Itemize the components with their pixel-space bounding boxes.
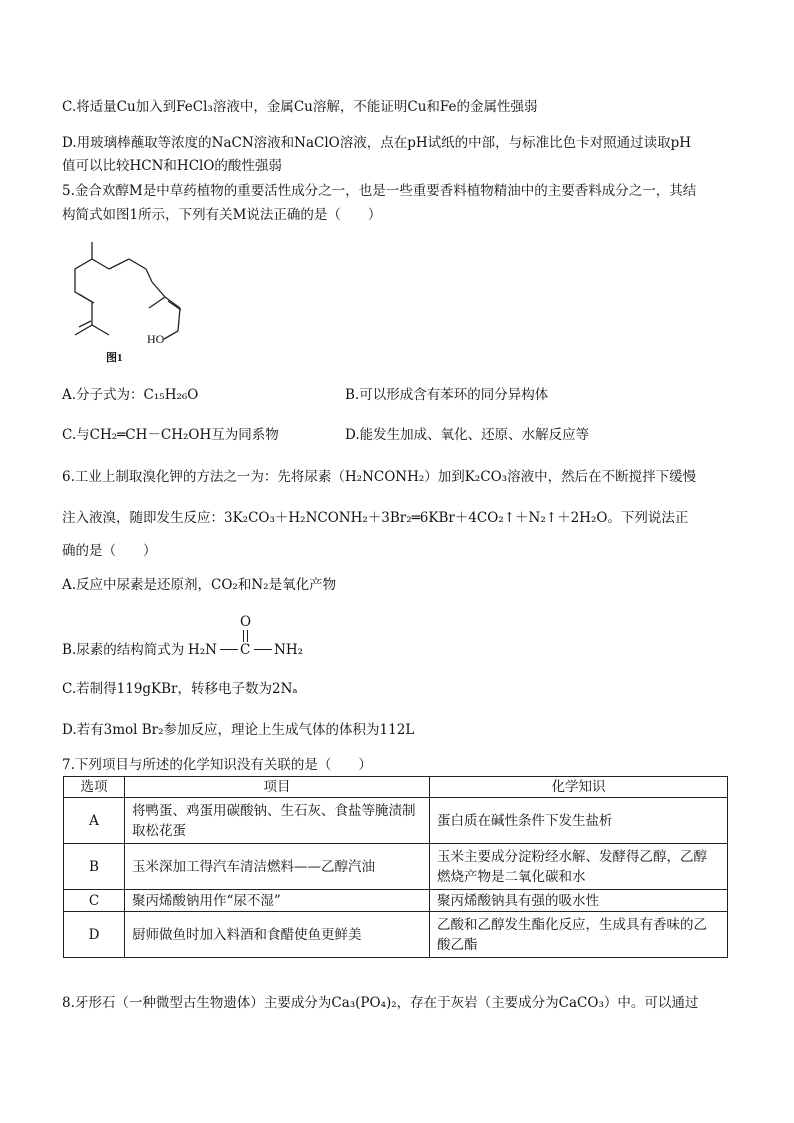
q5-option-d: D.能发生加成、氧化、还原、水解反应等 [345, 427, 590, 443]
q8-stem-line1: 8.牙形石（一种微型古生物遗体）主要成分为Ca₃(PO₄)₂，存在于灰岩（主要成分为CaCO₃）中。可以通过 [62, 995, 699, 1011]
row-knowledge: 玉米主要成分淀粉经水解、发酵得乙醇，乙醇燃烧产物是二氧化碳和水 [430, 844, 728, 890]
figure-caption: 图1 [106, 352, 123, 364]
q6-option-d: D.若有3mol Br₂参加反应，理论上生成气体的体积为112L [62, 722, 415, 738]
row-item: 聚丙烯酸钠用作“尿不湿” [125, 890, 430, 912]
q7-stem: 7.下列项目与所述的化学知识没有关联的是（ ） [62, 757, 372, 773]
oh-label: HO [147, 332, 165, 346]
q6-stem-line2: 注入液溴，随即发生反应：3K₂CO₃＋H₂NCONH₂＋3Br₂═6KBr＋4CO₂↑＋N₂↑＋2H₂O。下列说法正 [62, 510, 689, 526]
table-row [64, 798, 728, 844]
row-knowledge: 聚丙烯酸钠具有强的吸水性 [430, 890, 728, 912]
row-item: 将鸭蛋、鸡蛋用碳酸钠、生石灰、食盐等腌渍制取松花蛋 [125, 798, 430, 844]
urea-carbon: C [240, 642, 251, 658]
q6-option-b-prefix: B.尿素的结构简式为 [62, 642, 185, 658]
q4-option-c: C.将适量Cu加入到FeCl₃溶液中，金属Cu溶解，不能证明Cu和Fe的金属性强弱 [62, 99, 538, 115]
bond-c8 [165, 297, 180, 308]
q7-table [63, 776, 728, 958]
bond-c4 [109, 259, 129, 269]
q6-stem-line3: 确的是（ ） [62, 543, 157, 559]
row-option: C [64, 890, 125, 912]
bond-c6 [146, 269, 152, 282]
q6-stem-line1: 6.工业上制取溴化钾的方法之一为：先将尿素（H₂NCONH₂）加到K₂CO₃溶液中，然后在不断搅拌下缓慢 [62, 469, 697, 485]
row-knowledge: 蛋白质在碱性条件下发生盐析 [430, 798, 728, 844]
table-header-row [64, 777, 728, 798]
bond-methyl [149, 297, 165, 308]
urea-left-group: H₂N [188, 642, 217, 658]
q5-option-b: B.可以形成含有苯环的同分异构体 [345, 387, 549, 403]
q6-option-a: A.反应中尿素是还原剂，CO₂和N₂是氧化产物 [62, 577, 337, 593]
row-option: A [64, 798, 125, 844]
header-option: 选项 [64, 777, 125, 798]
q4-option-d-line1: D.用玻璃棒蘸取等浓度的NaCN溶液和NaClO溶液，点在pH试纸的中部，与标准比色卡对照通过读取pH [62, 135, 692, 151]
urea-right-group: NH₂ [274, 642, 303, 658]
farnesol-structure-figure [62, 237, 212, 367]
table-row [64, 844, 728, 890]
q5-stem-line2: 构简式如图1所示，下列有关M说法正确的是（ ） [62, 207, 382, 223]
q5-option-c: C.与CH₂═CH－CH₂OH互为同系物 [62, 427, 279, 443]
double-bond-c [168, 301, 181, 310]
row-option: D [64, 912, 125, 958]
urea-bond-right [254, 649, 272, 650]
urea-oxygen: O [240, 614, 252, 630]
q4-option-d-line2: 值可以比较HCN和HClO的酸性强弱 [62, 158, 282, 174]
bond-terminal-methyl [92, 325, 109, 335]
row-item: 玉米深加工得汽车清洁燃料——乙醇汽油 [125, 844, 430, 890]
bond-c5 [129, 259, 146, 269]
header-knowledge: 化学知识 [430, 777, 728, 798]
header-item: 项目 [125, 777, 430, 798]
q6-option-c: C.若制得119gKBr，转移电子数为2Nₐ [62, 681, 298, 697]
urea-double-bond-1 [243, 630, 244, 642]
q5-option-a: A.分子式为：C₁₅H₂₆O [62, 387, 199, 403]
bond-oh [164, 331, 178, 339]
row-option: B [64, 844, 125, 890]
q5-stem-line1: 5.金合欢醇M是中草药植物的重要活性成分之一，也是一些重要香料植物精油中的主要香料成分之一，其结 [62, 183, 697, 199]
table-row [64, 890, 728, 912]
urea-double-bond-2 [247, 630, 248, 642]
double-bond-a [79, 294, 94, 303]
table-row [64, 912, 728, 958]
bond-c7 [152, 282, 165, 297]
bond-c3 [92, 259, 109, 269]
row-knowledge: 乙酸和乙醇发生酯化反应，生成具有香味的乙酸乙酯 [430, 912, 728, 958]
bond-c9 [178, 308, 180, 331]
urea-bond-left [220, 649, 238, 650]
row-item: 厨师做鱼时加入料酒和食醋使鱼更鲜美 [125, 912, 430, 958]
